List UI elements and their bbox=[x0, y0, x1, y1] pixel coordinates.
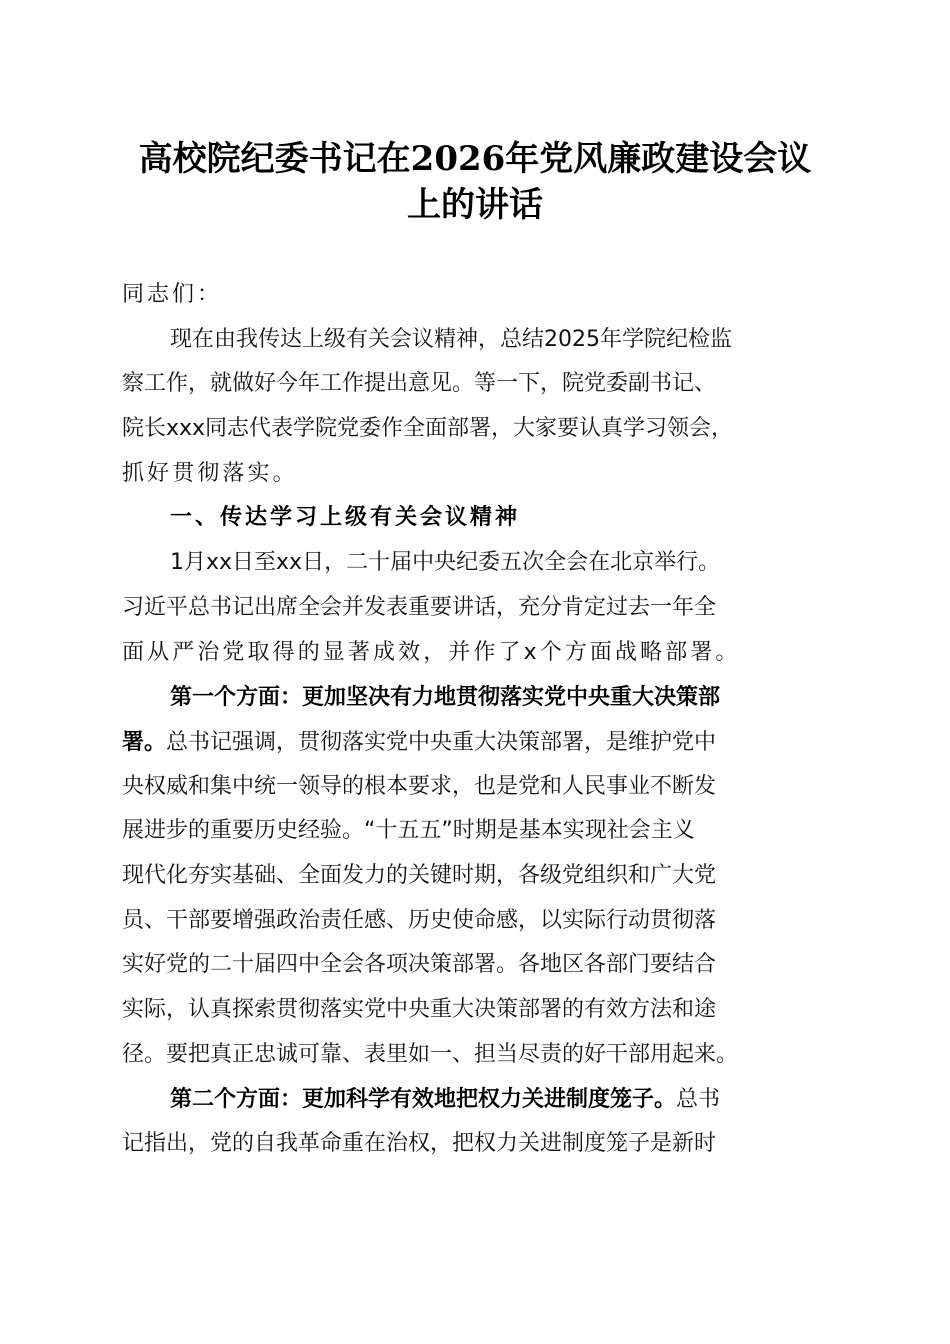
text: 抓好贯彻落实。 bbox=[122, 460, 298, 486]
text: 面从严治党取得的显著成效，并作了x个方面战略部署。 bbox=[122, 639, 741, 665]
text: 院长xxx同志代表学院党委作全面部署，大家要认真学习领会， bbox=[122, 416, 734, 442]
paragraph-intro-line bbox=[122, 362, 828, 407]
paragraph-aspect-1-line bbox=[122, 943, 828, 988]
text: 习近平总书记出席全会并发表重要讲话，充分肯定过去一年全 bbox=[122, 594, 717, 620]
title-line-1: 高校院纪委书记在2026年党风廉政建设会议 bbox=[138, 139, 812, 179]
text: 记指出，党的自我革命重在治权，把权力关进制度笼子是新时 bbox=[122, 1131, 717, 1157]
text: 1月xx日至xx日，二十届中央纪委五次全会在北京举行。 bbox=[170, 550, 721, 576]
paragraph-meeting-line bbox=[122, 586, 828, 631]
aspect-lead: 署。 bbox=[122, 728, 167, 755]
paragraph-aspect-1-line bbox=[122, 720, 828, 765]
paragraph-aspect-2-line bbox=[122, 1122, 828, 1167]
title-line-2: 上的讲话 bbox=[407, 185, 543, 225]
text: 总书记强调，贯彻落实党中央重大决策部署，是维护党中 bbox=[166, 729, 717, 755]
text: 现代化夯实基础、全面发力的关键时期，各级党组织和广大党 bbox=[122, 862, 717, 888]
paragraph-intro-line bbox=[122, 318, 828, 363]
paragraph-aspect-2-line bbox=[122, 1077, 828, 1122]
text: 径。要把真正忠诚可靠、表里如一、担当尽责的好干部用起来。 bbox=[122, 1041, 739, 1067]
paragraph-intro-line bbox=[122, 452, 828, 497]
text: 员、干部要增强政治责任感、历史使命感，以实际行动贯彻落 bbox=[122, 907, 717, 933]
text: 央权威和集中统一领导的根本要求，也是党和人民事业不断发 bbox=[122, 773, 717, 799]
aspect-lead: 第二个方面：更加科学有效地把权力关进制度笼子。 bbox=[170, 1086, 677, 1113]
salutation: 同志们： bbox=[122, 282, 223, 307]
text: 察工作，就做好今年工作提出意见。等一下，院党委副书记、 bbox=[122, 371, 717, 397]
paragraph-aspect-1-line bbox=[122, 809, 828, 854]
text: 现在由我传达上级有关会议精神，总结2025年学院纪检监 bbox=[170, 326, 732, 352]
paragraph-aspect-1-line bbox=[122, 899, 828, 944]
aspect-lead: 第一个方面：更加坚决有力地贯彻落实党中央重大决策部 bbox=[170, 684, 721, 711]
section-heading bbox=[122, 496, 828, 541]
text: 实好党的二十届四中全会各项决策部署。各地区各部门要结合 bbox=[122, 952, 717, 978]
paragraph-aspect-1-line bbox=[122, 988, 828, 1033]
paragraph-aspect-1-line bbox=[122, 675, 828, 720]
text: 总书 bbox=[676, 1087, 721, 1113]
paragraph-aspect-1-line bbox=[122, 765, 828, 810]
document-title bbox=[110, 136, 840, 228]
text: 展进步的重要历史经验。“十五五”时期是基本实现社会主义 bbox=[122, 818, 695, 844]
text: 一、传达学习上级有关会议精神 bbox=[170, 505, 521, 531]
paragraph-meeting-line bbox=[122, 541, 828, 586]
paragraph-aspect-1-line bbox=[122, 854, 828, 899]
paragraph-meeting-line bbox=[122, 631, 828, 676]
paragraph-aspect-1-line bbox=[122, 1033, 828, 1078]
paragraph-intro-line bbox=[122, 407, 828, 452]
text: 实际，认真探索贯彻落实党中央重大决策部署的有效方法和途 bbox=[122, 997, 717, 1022]
document-body bbox=[122, 273, 828, 1167]
